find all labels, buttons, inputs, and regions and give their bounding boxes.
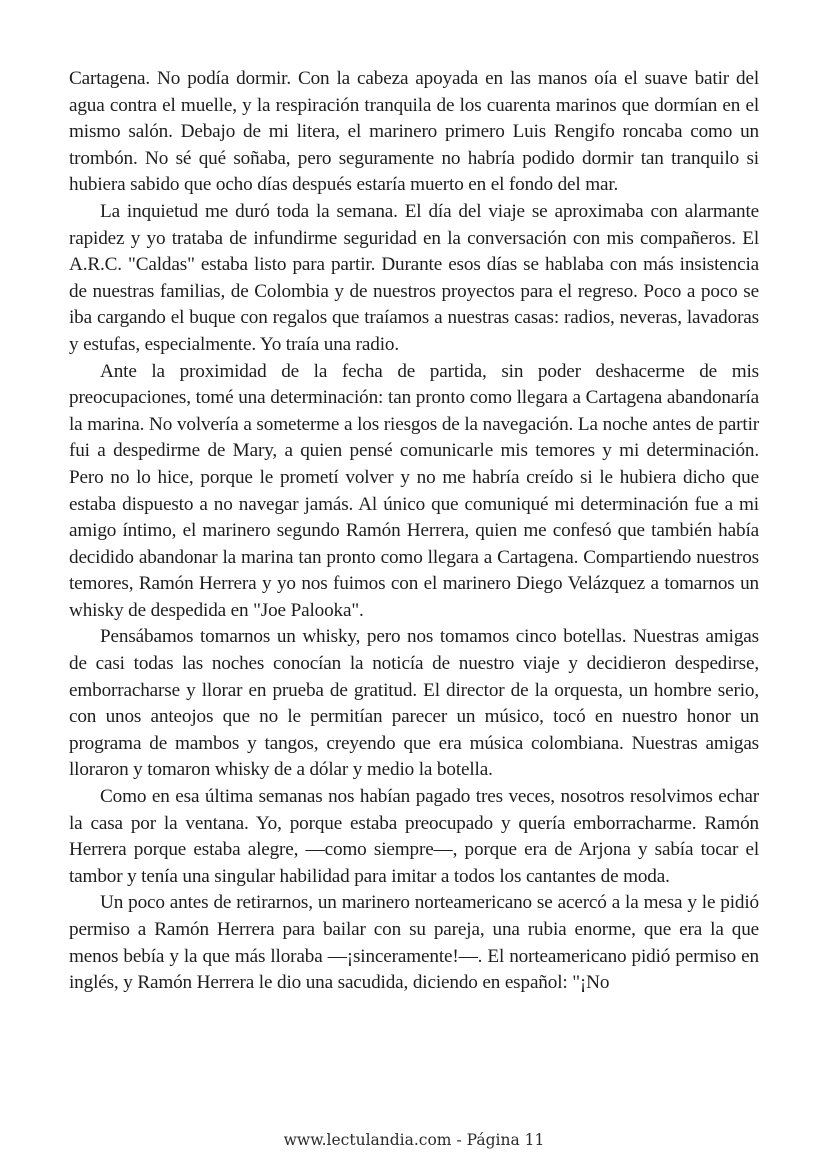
paragraph-2: La inquietud me duró toda la semana. El día del viaje se aproximaba con alarmante rapidez y yo trataba de infundirme seguridad en la conversación con mis compañeros. El A.R.C. "Caldas" estaba listo para partir. Durante esos días se hablaba con más insistencia de nuestras familias, de Colombia y de nuestros proyectos para el regreso. Poco a poco se iba cargando el buque con regalos que traíamos a nuestras casas: radios, neveras, lavadoras y estufas, especialmente. Yo traía una radio.	[69, 200, 759, 355]
page-footer	[0, 1131, 828, 1149]
paragraph-4: Pensábamos tomarnos un whisky, pero nos tomamos cinco botellas. Nuestras amigas de casi todas las noches conocían la noticía de nuestro viaje y decidieron despedirse, emborracharse y llorar en prueba de gratitud. El director de la orquesta, un hombre serio, con unos anteojos que no le permitían parecer un músico, tocó en nuestro honor un programa de mambos y tangos, creyendo que era música colombiana. Nuestras amigas lloraron y tomaron whisky de a dólar y medio la botella.	[69, 626, 759, 781]
body-text	[69, 66, 759, 997]
footer-page-number: Página 11	[466, 1131, 545, 1149]
paragraph-5: Como en esa última semanas nos habían pagado tres veces, nosotros resolvimos echar la casa por la ventana. Yo, porque estaba preocupado y quería emborracharme. Ramón Herrera porque estaba alegre, —como siempre—, porque era de Arjona y sabía tocar el tambor y tenía una singular habilidad para imitar a todos los cantantes de moda.	[69, 786, 759, 887]
paragraph-1: Cartagena. No podía dormir. Con la cabeza apoyada en las manos oía el suave batir del agua contra el muelle, y la respiración tranquila de los cuarenta marinos que dormían en el mismo salón. Debajo de mi litera, el marinero primero Luis Rengifo roncaba como un trombón. No sé qué soñaba, pero seguramente no habría podido dormir tan tranquilo si hubiera sabido que ocho días después estaría muerto en el fondo del mar.	[69, 68, 759, 196]
footer-separator: -	[451, 1131, 467, 1149]
paragraph-3: Ante la proximidad de la fecha de partida, sin poder deshacerme de mis preocupaciones, tomé una determinación: tan pronto como llegara a Cartagena abandonaría la marina. No volvería a someterme a los riesgos de la navegación. La noche antes de partir fui a despedirme de Mary, a quien pensé comunicarle mis temores y mi determinación. Pero no lo hice, porque le prometí volver y no me habría creído si le hubiera dicho que estaba dispuesto a no navegar jamás. Al único que comuniqué mi determinación fue a mi amigo íntimo, el marinero segundo Ramón Herrera, quien me confesó que también había decidido abandonar la marina tan pronto como llegara a Cartagena. Compartiendo nuestros temores, Ramón Herrera y yo nos fuimos con el marinero Diego Velázquez a tomarnos un whisky de despedida en "Joe Palooka".	[69, 360, 759, 621]
paragraph-6: Un poco antes de retirarnos, un marinero norteamericano se acercó a la mesa y le pidió permiso a Ramón Herrera para bailar con su pareja, una rubia enorme, que era la que menos bebía y la que más lloraba —¡sinceramente!—. El norteamericano pidió permiso en inglés, y Ramón Herrera le dio una sacudida, diciendo en español: "¡No	[69, 892, 759, 994]
footer-site-link: www.lectulandia.com	[283, 1131, 452, 1149]
